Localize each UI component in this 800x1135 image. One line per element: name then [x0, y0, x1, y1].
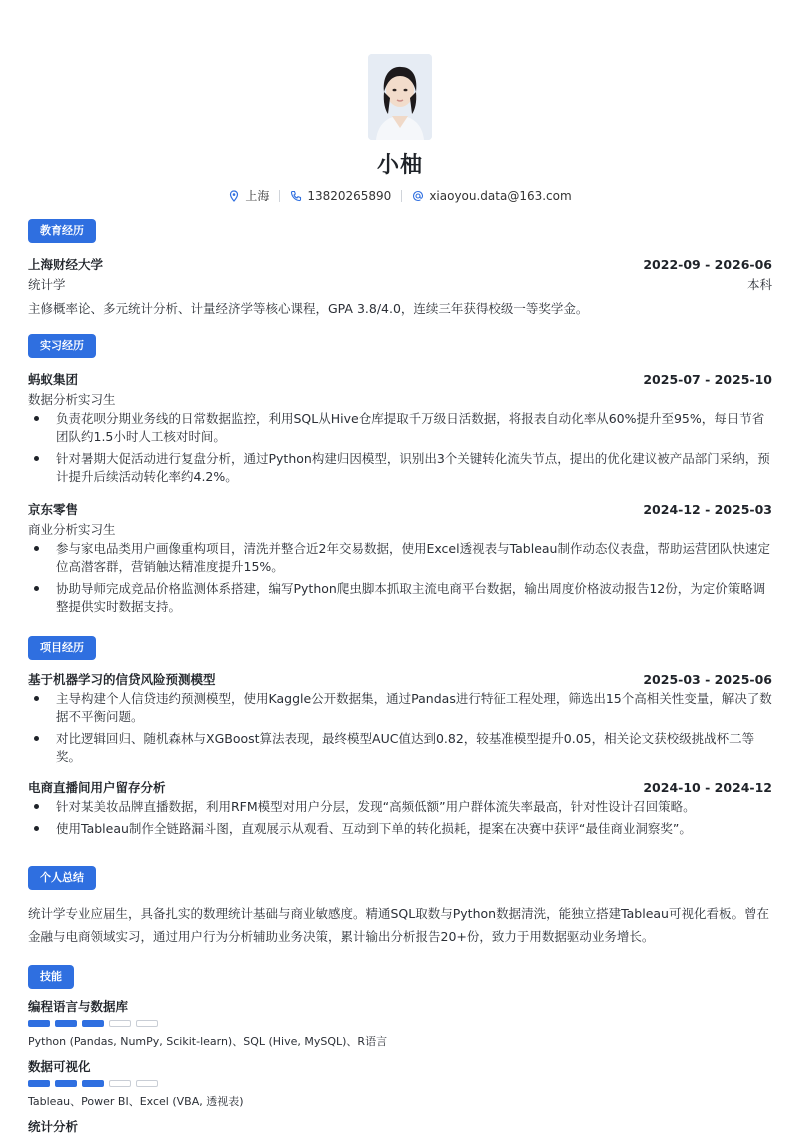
- list-item: 协助导师完成竞品价格监测体系搭建，编写Python爬虫脚本抓取主流电商平台数据，输出周度价格波动报告12份，为定价策略调整提供实时数据支持。: [28, 580, 772, 616]
- education-date: 2022-09 - 2026-06: [643, 257, 772, 272]
- list-item: 对比逻辑回归、随机森林与XGBoost算法表现，最终模型AUC值达到0.82，较基准模型提升0.05，相关论文获校级挑战杯二等奖。: [28, 730, 772, 766]
- skill-title: 统计分析: [28, 1119, 79, 1134]
- project-name: 电商直播间用户留存分析: [28, 780, 166, 795]
- email-text: xiaoyou.data@163.com: [429, 188, 572, 203]
- skill-description: Python (Pandas, NumPy, Scikit-learn)、SQL (Hive, MySQL)、R语言: [28, 1035, 388, 1048]
- project-header-row: [28, 670, 772, 688]
- skill-bar-filled: [55, 1020, 77, 1027]
- at-sign-icon: [412, 190, 424, 202]
- internship-date: 2025-07 - 2025-10: [643, 372, 772, 387]
- project-badge: 项目经历: [28, 636, 96, 660]
- skill-level-bars: [28, 1080, 772, 1087]
- skills-badge: 技能: [28, 965, 74, 989]
- skill-entry: [28, 1117, 772, 1135]
- project-header-row: [28, 778, 772, 796]
- list-item: 参与家电品类用户画像重构项目，清洗并整合近2年交易数据，使用Excel透视表与Tableau制作动态仪表盘，帮助运营团队快速定位高潜客群，营销触达精准度提升15%。: [28, 540, 772, 576]
- skills-section: [28, 965, 772, 1135]
- summary-text: 统计学专业应届生，具备扎实的数理统计基础与商业敏感度。精通SQL取数与Python数据清洗，能独立搭建Tableau可视化看板。曾在金融与电商领域实习，通过用户行为分析辅助业务决策，累计输出分析报告20+份，致力于用数据驱动业务增长。: [28, 906, 769, 944]
- skill-bar-filled: [55, 1080, 77, 1087]
- summary-section: [28, 866, 772, 948]
- internship-points: [28, 410, 772, 486]
- list-item: 针对某美妆品牌直播数据，利用RFM模型对用户分层，发现“高频低额”用户群体流失率最高，针对性设计召回策略。: [28, 798, 772, 816]
- skill-title: 数据可视化: [28, 1059, 91, 1074]
- skill-title: 编程语言与数据库: [28, 999, 129, 1014]
- location-pin-icon: [228, 190, 240, 202]
- internship-date: 2024-12 - 2025-03: [643, 502, 772, 517]
- education-section: [28, 219, 772, 319]
- phone-icon: [290, 190, 302, 202]
- education-subrow: [28, 273, 772, 293]
- internship-section: [28, 334, 772, 620]
- education-badge: 教育经历: [28, 219, 96, 243]
- profile-photo: [368, 54, 432, 140]
- email-contact[interactable]: [402, 189, 581, 203]
- project-section: [28, 636, 772, 842]
- project-date: 2025-03 - 2025-06: [643, 672, 772, 687]
- project-points: [28, 690, 772, 766]
- skill-bar-filled: [28, 1080, 50, 1087]
- list-item: 负责花呗分期业务线的日常数据监控，利用SQL从Hive仓库提取千万级日活数据，将报表自动化率从60%提升至95%，每日节省团队约1.5小时人工核对时间。: [28, 410, 772, 446]
- list-item: 针对暑期大促活动进行复盘分析，通过Python构建归因模型，识别出3个关键转化流失节点，提出的优化建议被产品部门采纳，预计提升后续活动转化率约4.2%。: [28, 450, 772, 486]
- project-date: 2024-10 - 2024-12: [643, 780, 772, 795]
- company-name: 蚂蚁集团: [28, 372, 79, 387]
- list-item: 使用Tableau制作全链路漏斗图，直观展示从观看、互动到下单的转化损耗，提案在决赛中获评“最佳商业洞察奖”。: [28, 820, 772, 838]
- project-entry: [28, 778, 772, 838]
- skill-bar-empty: [109, 1080, 131, 1087]
- phone-text: 13820265890: [307, 188, 392, 203]
- internship-header-row: [28, 370, 772, 388]
- contact-info: [0, 187, 800, 204]
- portrait-illustration: [368, 54, 432, 140]
- internship-role: 数据分析实习生: [28, 392, 116, 407]
- skill-bar-empty: [136, 1080, 158, 1087]
- resume-header: [0, 0, 800, 204]
- project-points: [28, 798, 772, 838]
- company-name: 京东零售: [28, 502, 79, 517]
- summary-badge: 个人总结: [28, 866, 96, 890]
- internship-role: 商业分析实习生: [28, 522, 116, 537]
- internship-points: [28, 540, 772, 616]
- education-degree: 本科: [746, 277, 772, 292]
- internship-header-row: [28, 500, 772, 518]
- education-description: 主修概率论、多元统计分析、计量经济学等核心课程，GPA 3.8/4.0，连续三年获得校级一等奖学金。: [28, 301, 589, 316]
- project-entry: [28, 670, 772, 766]
- skill-bar-filled: [82, 1080, 104, 1087]
- skill-entry: [28, 997, 772, 1049]
- phone-contact: [280, 189, 401, 203]
- internship-entry: [28, 370, 772, 486]
- education-major: 统计学: [28, 277, 66, 292]
- skill-level-bars: [28, 1020, 772, 1027]
- skill-bar-filled: [28, 1020, 50, 1027]
- school-name: 上海财经大学: [28, 257, 104, 272]
- project-name: 基于机器学习的信贷风险预测模型: [28, 672, 216, 687]
- location-contact: [218, 187, 279, 204]
- skill-bar-empty: [136, 1020, 158, 1027]
- internship-entry: [28, 500, 772, 616]
- list-item: 主导构建个人信贷违约预测模型，使用Kaggle公开数据集，通过Pandas进行特征工程处理，筛选出15个高相关性变量，解决了数据不平衡问题。: [28, 690, 772, 726]
- skill-entry: [28, 1057, 772, 1109]
- location-text: 上海: [245, 189, 270, 203]
- skill-description: Tableau、Power BI、Excel (VBA, 透视表): [28, 1095, 244, 1108]
- skill-bar-empty: [109, 1020, 131, 1027]
- education-header-row: [28, 255, 772, 273]
- skill-bar-filled: [82, 1020, 104, 1027]
- internship-badge: 实习经历: [28, 334, 96, 358]
- candidate-name: 小柚: [376, 153, 423, 178]
